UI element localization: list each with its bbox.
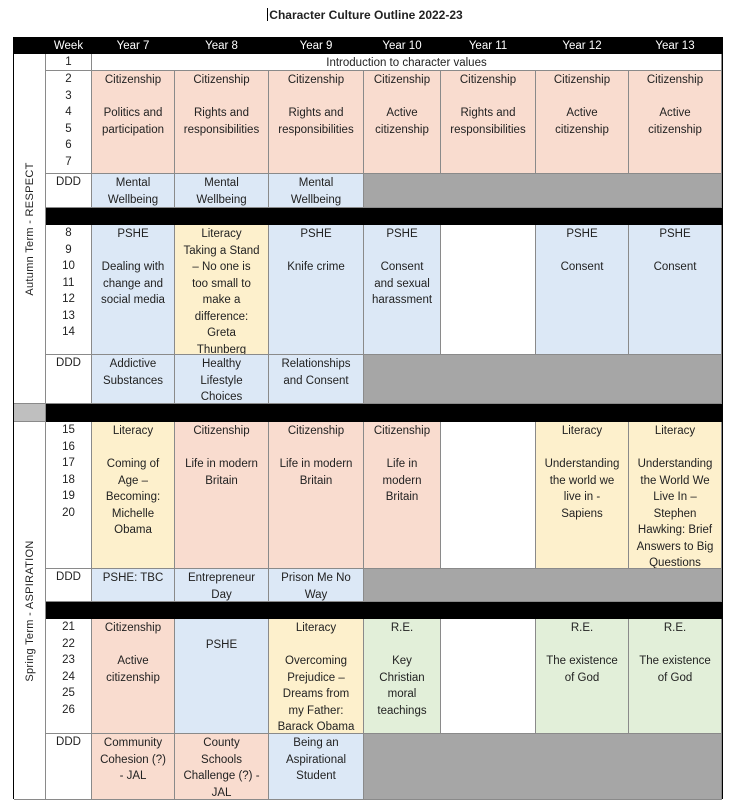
- y7-autumn1: Citizenship Politics and participation: [92, 71, 175, 174]
- y13-spring2: R.E. The existence of God: [629, 619, 722, 734]
- header-year-12: Year 12: [536, 38, 629, 54]
- ddd-label: DDD: [46, 569, 92, 602]
- week-number: 1: [46, 54, 92, 71]
- term-gap: [14, 404, 46, 422]
- y12-autumn2: PSHE Consent: [536, 225, 629, 355]
- y7-ddd-4: Community Cohesion (?) - JAL: [92, 734, 175, 800]
- header-year-9: Year 9: [269, 38, 364, 54]
- ddd-label: DDD: [46, 355, 92, 404]
- header-year-10: Year 10: [364, 38, 441, 54]
- y8-autumn1: Citizenship Rights and responsibilities: [175, 71, 269, 174]
- title-text: Character Culture Outline 2022-23: [269, 8, 463, 22]
- y7-ddd-2: Addictive Substances: [92, 355, 175, 404]
- y7-ddd-3: PSHE: TBC: [92, 569, 175, 602]
- header-year-8: Year 8: [175, 38, 269, 54]
- y13-autumn1: Citizenship Active citizenship: [629, 71, 722, 174]
- y7-spring2: Citizenship Active citizenship: [92, 619, 175, 734]
- y9-autumn2: PSHE Knife crime: [269, 225, 364, 355]
- y12-spring2: R.E. The existence of God: [536, 619, 629, 734]
- y9-ddd-4: Being an Aspirational Student: [269, 734, 364, 800]
- term-separator: [46, 404, 722, 422]
- y9-autumn1: Citizenship Rights and responsibilities: [269, 71, 364, 174]
- ddd-empty: [364, 734, 722, 800]
- week-numbers: 21 22 23 24 25 26: [46, 619, 92, 734]
- spring-term-label: Spring Term - ASPIRATION: [14, 422, 46, 800]
- y7-autumn2: PSHE Dealing with change and social media: [92, 225, 175, 355]
- y9-ddd-2: Relationships and Consent: [269, 355, 364, 404]
- half-term-separator: [46, 602, 722, 619]
- ddd-empty: [364, 355, 722, 404]
- y7-spring1: Literacy Coming of Age – Becoming: Michelle Obama: [92, 422, 175, 569]
- half-term-separator: [46, 208, 722, 225]
- week-numbers: 15 16 17 18 19 20: [46, 422, 92, 569]
- autumn-term-label: Autumn Term - RESPECT: [14, 54, 46, 404]
- y10-autumn2: PSHE Consent and sexual harassment: [364, 225, 441, 355]
- y10-autumn1: Citizenship Active citizenship: [364, 71, 441, 174]
- y12-spring1: Literacy Understanding the world we live in - Sapiens: [536, 422, 629, 569]
- ddd-label: DDD: [46, 734, 92, 800]
- ddd-empty: [364, 569, 722, 602]
- y8-ddd-2: Healthy Lifestyle Choices: [175, 355, 269, 404]
- y9-ddd-1: Mental Wellbeing: [269, 174, 364, 208]
- header-year-11: Year 11: [441, 38, 536, 54]
- y12-autumn1: Citizenship Active citizenship: [536, 71, 629, 174]
- y8-spring2: PSHE: [175, 619, 269, 734]
- ddd-empty: [364, 174, 722, 208]
- y11-autumn2: [441, 225, 536, 355]
- y8-ddd-4: County Schools Challenge (?) - JAL: [175, 734, 269, 800]
- header-year-13: Year 13: [629, 38, 722, 54]
- header-blank: [14, 38, 46, 54]
- outline-table: [13, 37, 723, 799]
- y9-spring1: Citizenship Life in modern Britain: [269, 422, 364, 569]
- y13-spring1: Literacy Understanding the World We Live In – Stephen Hawking: Brief Answers to Big Questions: [629, 422, 722, 569]
- y13-autumn2: PSHE Consent: [629, 225, 722, 355]
- document-title: [0, 8, 730, 22]
- y9-ddd-3: Prison Me No Way: [269, 569, 364, 602]
- y8-autumn2: Literacy Taking a Stand – No one is too small to make a difference: Greta Thunberg: [175, 225, 269, 355]
- y8-ddd-1: Mental Wellbeing: [175, 174, 269, 208]
- y11-spring1: [441, 422, 536, 569]
- y8-ddd-3: Entrepreneur Day: [175, 569, 269, 602]
- y9-spring2: Literacy Overcoming Prejudice – Dreams from my Father: Barack Obama: [269, 619, 364, 734]
- week-numbers: 8 9 10 11 12 13 14: [46, 225, 92, 355]
- y7-ddd-1: Mental Wellbeing: [92, 174, 175, 208]
- header-year-7: Year 7: [92, 38, 175, 54]
- week-numbers: 2 3 4 5 6 7: [46, 71, 92, 174]
- y10-spring1: Citizenship Life in modern Britain: [364, 422, 441, 569]
- y11-spring2: [441, 619, 536, 734]
- intro-row: Introduction to character values: [92, 54, 722, 71]
- header-week: Week: [46, 38, 92, 54]
- y10-spring2: R.E. Key Christian moral teachings: [364, 619, 441, 734]
- ddd-label: DDD: [46, 174, 92, 208]
- y11-autumn1: Citizenship Rights and responsibilities: [441, 71, 536, 174]
- y8-spring1: Citizenship Life in modern Britain: [175, 422, 269, 569]
